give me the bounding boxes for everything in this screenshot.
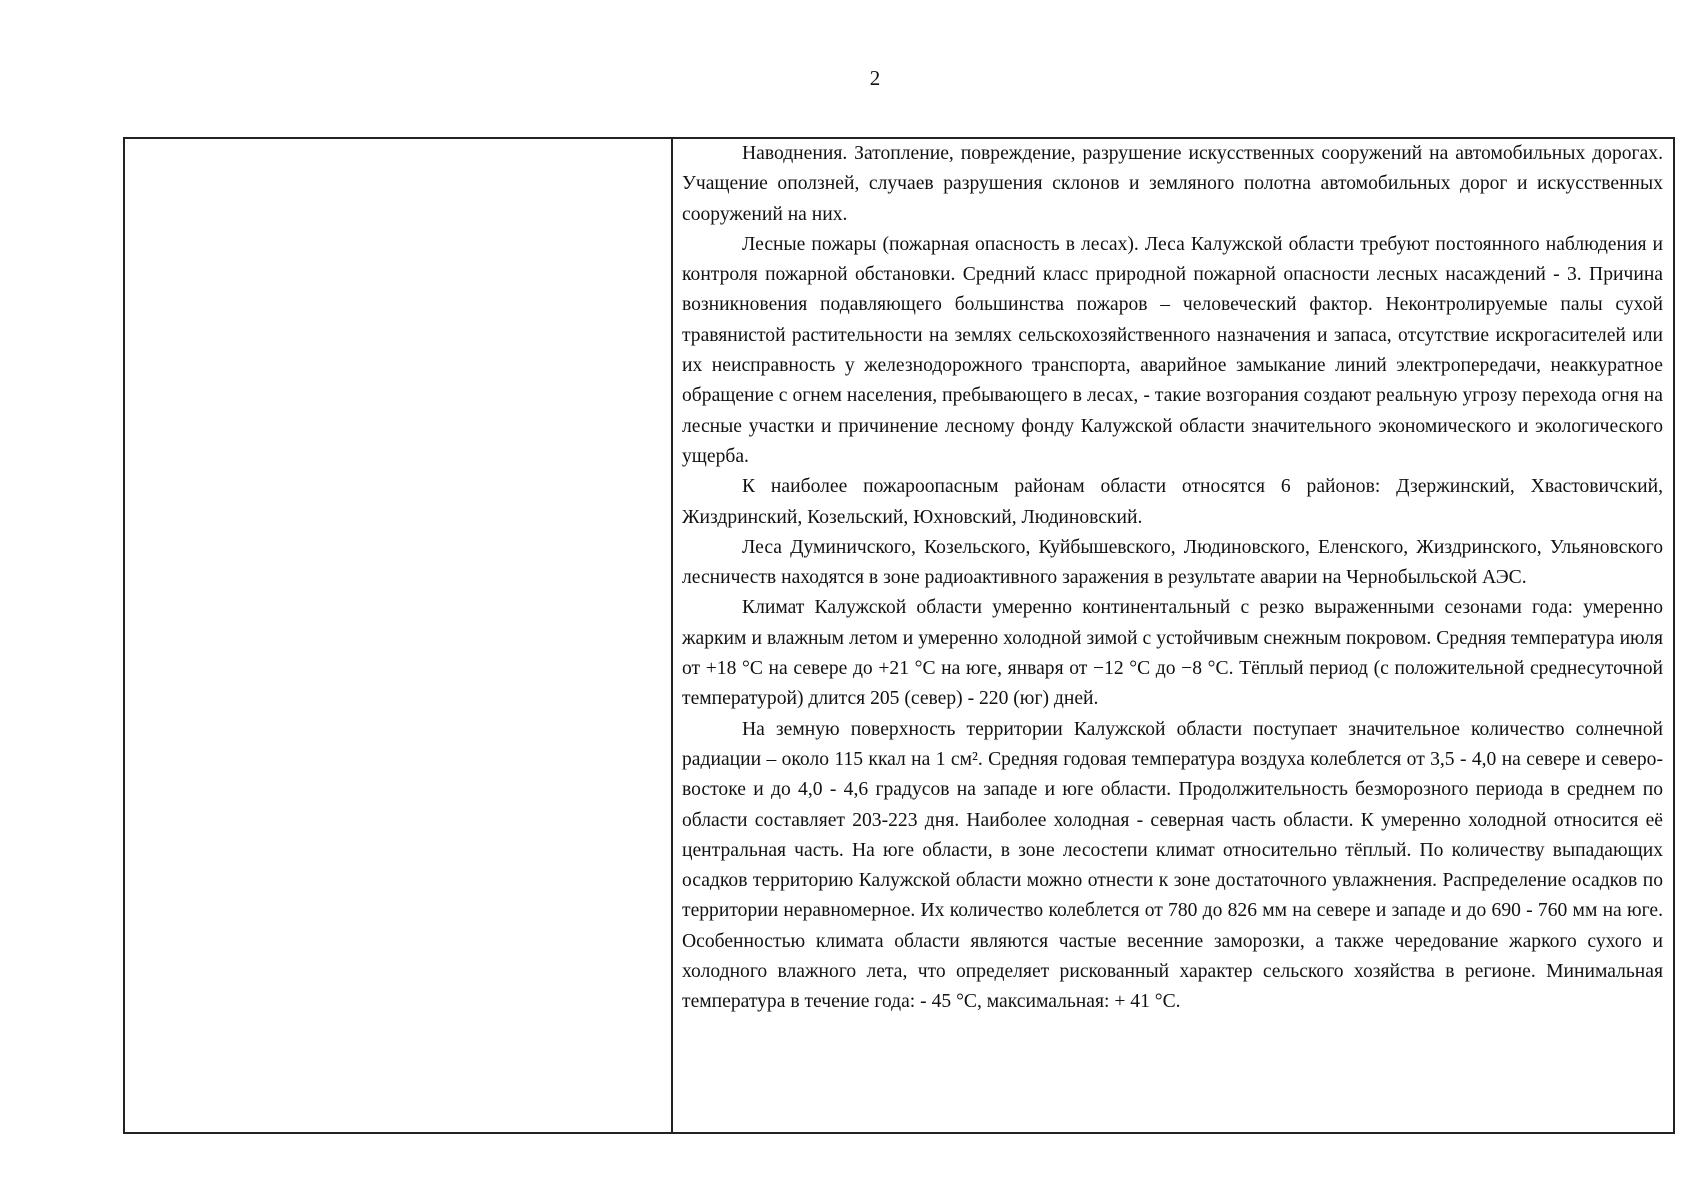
paragraph-radioactive-forests: Леса Думиничского, Козельского, Куйбышевского, Людиновского, Еленского, Жиздринского, Ульяновского лесничеств находятся в зоне радиоактивного заражения в результате аварии на Чернобыльской АЭС. (682, 536, 1663, 589)
paragraph-climate: Климат Калужской области умеренно континентальный с резко выраженными сезонами года: умеренно жарким и влажным летом и умеренно холодной зимой с устойчивым снежным покровом. Средняя температура июля от +18 °С на севере до +21 °С на юге, января от −12 °С до −8 °С. Тёплый период (с положительной среднесуточной температурой) длится 205 (север) - 220 (юг) дней. (682, 597, 1663, 710)
paragraph-forest-fires: Лесные пожары (пожарная опасность в лесах). Леса Калужской области требуют постоянного наблюдения и контроля пожарной обстановки. Средний класс природной пожарной опасности лесных насаждений - 3. Причина возникновения подавляющего большинства пожаров – человеческий фактор. Неконтролируемые палы сухой травянистой растительности на землях сельскохозяйственного назначения и запаса, отсутствие искрогасителей или их неисправность у железнодорожного транспорта, аварийное замыкание линий электропередачи, неаккуратное обращение с огнем населения, пребывающего в лесах, - такие возгорания создают реальную угрозу перехода огня на лесные участки и причинение лесному фонду Калужской области значительного экономического и экологического ущерба. (682, 233, 1663, 467)
paragraph-solar-radiation: На земную поверхность территории Калужской области поступает значительное количество солнечной радиации – около 115 ккал на 1 см². Средняя годовая температура воздуха колеблется от 3,5 - 4,0 на севере и северо-востоке и до 4,0 - 4,6 градусов на западе и юге области. Продолжительность безморозного периода в среднем по области составляет 203-223 дня. Наиболее холодная - северная часть области. К умеренно холодной относится её центральная часть. На юге области, в зоне лесостепи климат относительно тёплый. По количеству выпадающих осадков территорию Калужской области можно отнести к зоне достаточного увлажнения. Распределение осадков по территории неравномерное. Их количество колеблется от 780 до 826 мм на севере и западе и до 690 - 760 мм на юге. Особенностью климата области являются частые весенние заморозки, а также чередование жаркого сухого и холодного влажного лета, что определяет рискованный характер сельского хозяйства в регионе. Минимальная температура в течение года: - 45 °С, максимальная: + 41 °С. (682, 718, 1663, 1013)
right-table-cell (673, 139, 1673, 1132)
left-table-cell (125, 139, 673, 1132)
page-number: 2 (869, 66, 881, 90)
paragraph-floods: Наводнения. Затопление, повреждение, разрушение искусственных сооружений на автомобильных дорогах. Учащение оползней, случаев разрушения склонов и земляного полотна автомобильных дорог и искусственных сооружений на них. (682, 143, 1663, 225)
paragraph-fire-hazard-districts: К наиболее пожароопасным районам области относятся 6 районов: Дзержинский, Хвастовичский, Жиздринский, Козельский, Юхновский, Людиновский. (682, 476, 1663, 528)
content-table (123, 137, 1675, 1134)
